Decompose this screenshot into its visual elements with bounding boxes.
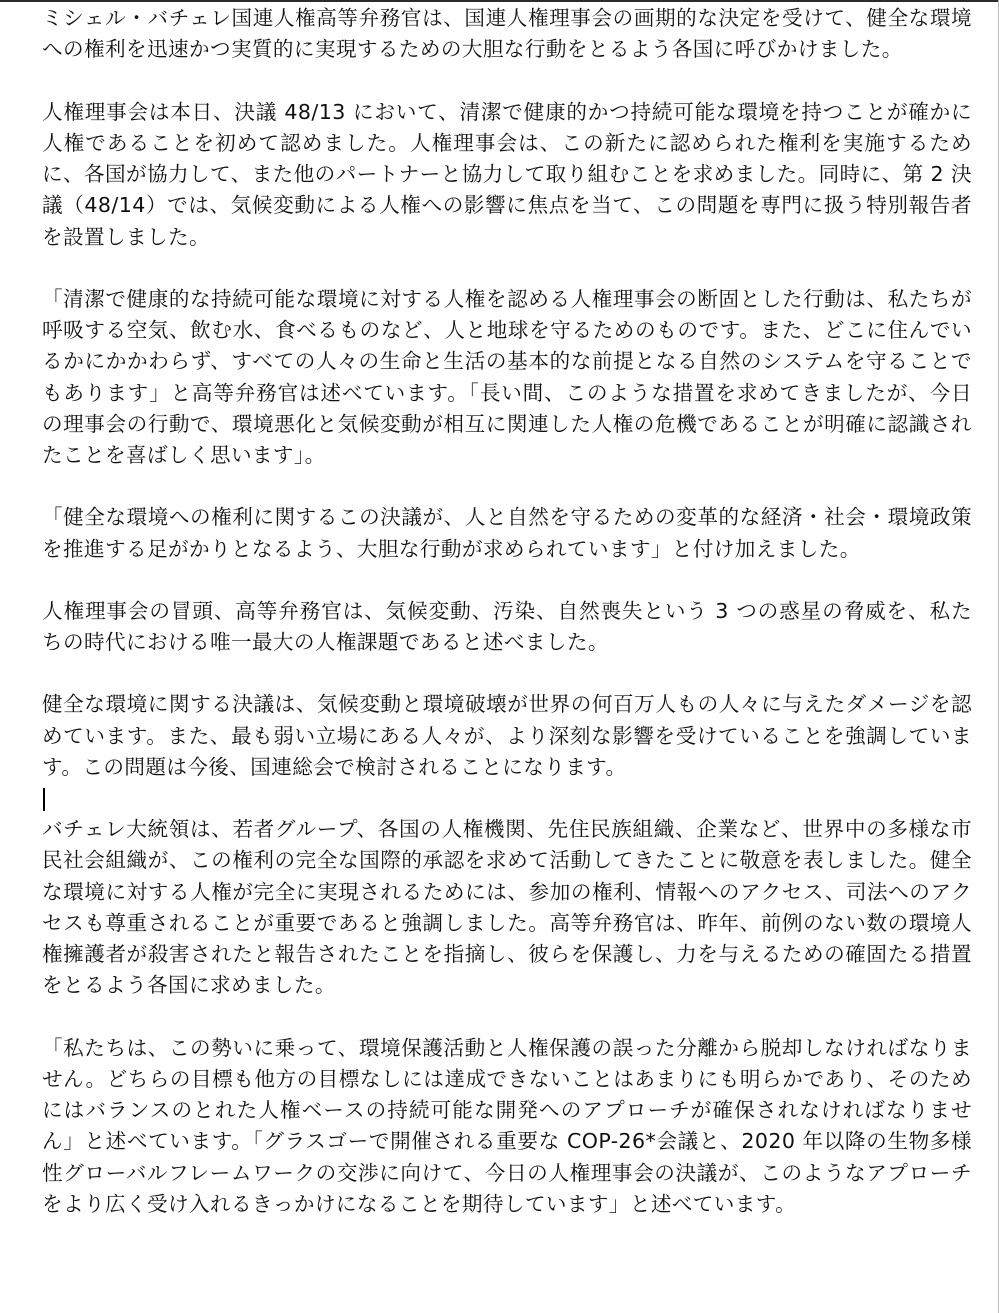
empty-line[interactable] <box>42 783 972 811</box>
paragraph-closing-quote: 「私たちは、この勢いに乗って、環境保護活動と人権保護の誤った分離から脱却しなければなりません。どちらの目標も他方の目標なしには達成できないことはあまりにも明らかであり、そのためにはバランスのとれた人権ベースの持続可能な開発へのアプローチが確保されなければなりません」と述べています。「グラスゴーで開催される重要な COP-26*会議と、2020 年以降の生物多様性グローバルフレームワークの交渉に向けて、今日の人権理事会の決議が、このようなアプローチをより広く受け入れるきっかけになることを期待しています」と述べています。 <box>42 1035 972 1216</box>
paragraph-triple-crisis: 人権理事会の冒頭、高等弁務官は、気候変動、汚染、自然喪失という 3 つの惑星の脅威を、私たちの時代における唯一最大の人権課題であると述べました。 <box>42 598 972 654</box>
text-cursor <box>43 788 45 811</box>
paragraph-intro: ミシェル・バチェレ国連人権高等弁務官は、国連人権理事会の画期的な決定を受けて、健全な環境への権利を迅速かつ実質的に実現するための大胆な行動をとるよう各国に呼びかけました。 <box>42 6 972 62</box>
paragraph-commissioner-quote: 「清潔で健康的な持続可能な環境に対する人権を認める人権理事会の断固とした行動は、私たちが呼吸する空気、飲む水、食べるものなど、人と地球を守るためのものです。また、どこに住んでいるかにかかわらず、すべての人々の生命と生活の基本的な前提となる自然のシステムを守ることでもあります」と高等弁務官は述べています。「長い間、このような措置を求めてきましたが、今日の理事会の行動で、環境悪化と気候変動が相互に関連した人権の危機であることが明確に認識されたことを喜ばしく思います」。 <box>42 286 972 467</box>
paragraph-civil-society: バチェレ大統領は、若者グループ、各国の人権機関、先住民族組織、企業など、世界中の多様な市民社会組織が、この権利の完全な国際的承認を求めて活動してきたことに敬意を表しました。健全な環境に対する人権が完全に実現されるためには、参加の権利、情報へのアクセス、司法へのアクセスも尊重されることが重要であると強調しました。高等弁務官は、昨年、前例のない数の環境人権擁護者が殺害されたと報告されたことを指摘し、彼らを保護し、力を与えるための確固たる措置をとるよう各国に求めました。 <box>42 817 972 998</box>
paragraph-added-quote: 「健全な環境への権利に関するこの決議が、人と自然を守るための変革的な経済・社会・環境政策を推進する足がかりとなるよう、大胆な行動が求められています」と付け加えました。 <box>42 505 972 561</box>
paragraph-resolution-48-13: 人権理事会は本日、決議 48/13 において、清潔で健康的かつ持続可能な環境を持つことが確かに人権であることを初めて認めました。人権理事会は、この新たに認められた権利を実施するために、各国が協力して、また他のパートナーと協力して取り組むことを求めました。同時に、第 2 決議（48/14）では、気候変動による人権への影響に焦点を当て、この問題を専門に扱う特別報告者を設置しました。 <box>42 99 972 249</box>
document-body[interactable] <box>42 3 972 1220</box>
page-top-border <box>0 0 999 2</box>
paragraph-resolution-damage: 健全な環境に関する決議は、気候変動と環境破壊が世界の何百万人もの人々に与えたダメージを認めています。また、最も弱い立場にある人々が、より深刻な影響を受けていることを強調しています。この問題は今後、国連総会で検討されることになります。 <box>42 692 972 779</box>
